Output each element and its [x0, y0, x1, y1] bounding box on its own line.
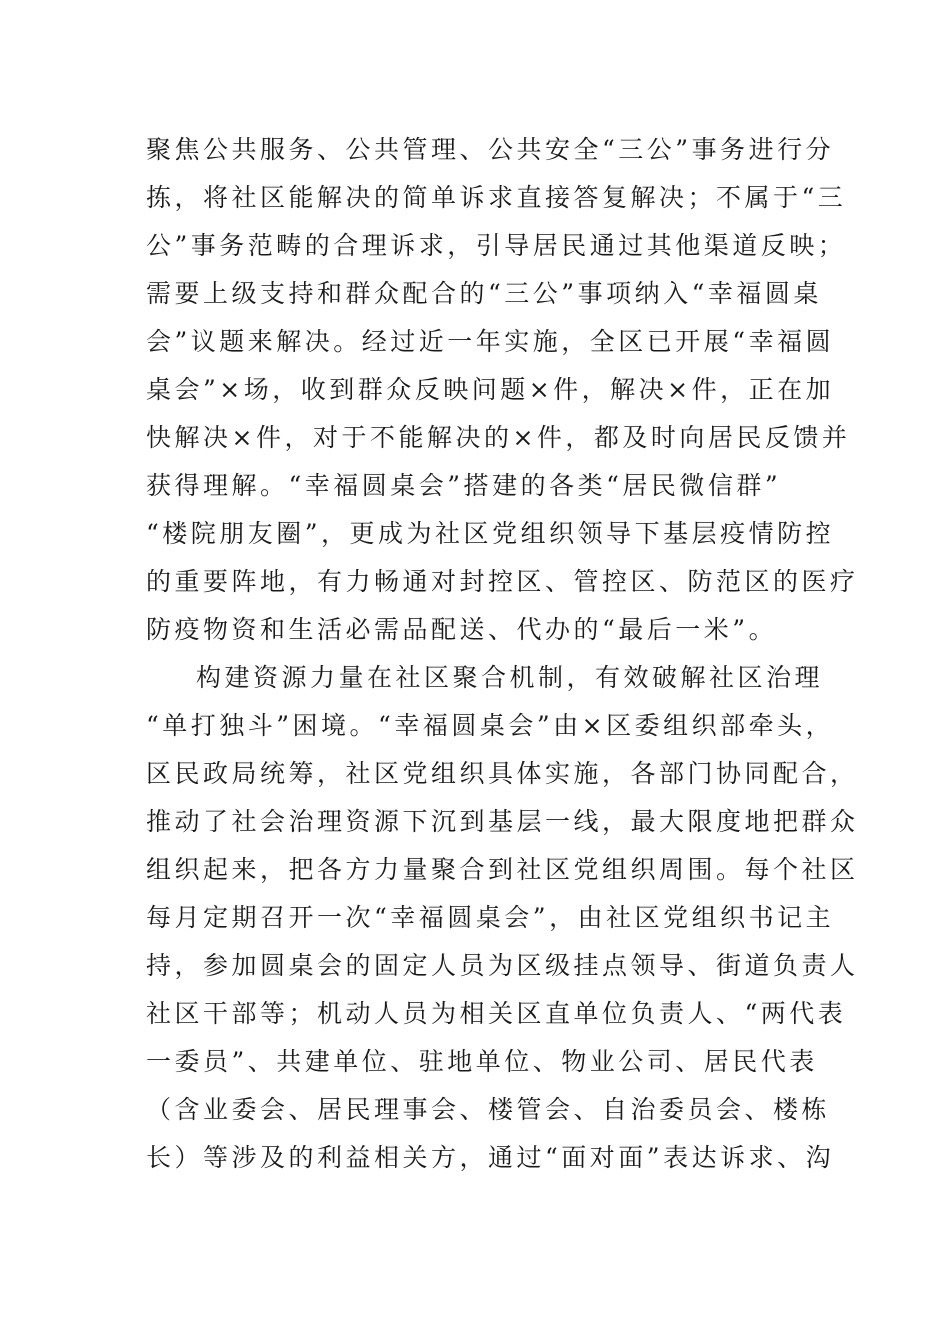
text-line: 的重要阵地，有力畅通对封控区、管控区、防范区的医疗 [146, 567, 859, 596]
text-line: “楼院朋友圈”，更成为社区党组织领导下基层疫情防控 [146, 519, 835, 548]
text-line: 每月定期召开一次“幸福圆桌会”，由社区党组织书记主 [146, 903, 835, 932]
text-line: （含业委会、居民理事会、楼管会、自治委员会、楼栋 [146, 1095, 831, 1124]
text-line: 一委员”、共建单位、驻地单位、物业公司、居民代表 [146, 1047, 818, 1076]
text-line: 快解决×件，对于不能解决的×件，都及时向居民反馈并 [146, 423, 851, 452]
text-line: 长）等涉及的利益相关方，通过“面对面”表达诉求、沟 [146, 1143, 835, 1172]
text-line: 区民政局统筹，社区党组织具体实施，各部门协同配合， [146, 759, 859, 788]
text-line: 构建资源力量在社区聚合机制，有效破解社区治理 [196, 663, 824, 692]
text-line: 推动了社会治理资源下沉到基层一线，最大限度地把群众 [146, 807, 859, 836]
text-line: 公”事务范畴的合理诉求，引导居民通过其他渠道反映； [146, 231, 847, 260]
text-line: 拣，将社区能解决的简单诉求直接答复解决；不属于“三 [146, 183, 847, 212]
text-line: 社区干部等；机动人员为相关区直单位负责人、“两代表 [146, 999, 847, 1028]
text-line: 需要上级支持和群众配合的“三公”事项纳入“幸福圆桌 [146, 279, 822, 308]
text-line: “单打独斗”困境。“幸福圆桌会”由×区委组织部牵头， [146, 711, 835, 740]
text-line: 聚焦公共服务、公共管理、公共安全“三公”事务进行分 [146, 135, 835, 164]
text-line: 桌会”×场，收到群众反映问题×件，解决×件，正在加 [146, 375, 835, 404]
text-line: 防疫物资和生活必需品配送、代办的“最后一米”。 [146, 615, 778, 644]
text-line: 持，参加圆桌会的固定人员为区级挂点领导、街道负责人 [146, 951, 859, 980]
text-line: 组织起来，把各方力量聚合到社区党组织周围。每个社区 [146, 855, 859, 884]
text-line: 获得理解。“幸福圆桌会”搭建的各类“居民微信群” [146, 471, 782, 500]
text-line: 会”议题来解决。经过近一年实施，全区已开展“幸福圆 [146, 327, 835, 356]
document-body [146, 126, 859, 1182]
